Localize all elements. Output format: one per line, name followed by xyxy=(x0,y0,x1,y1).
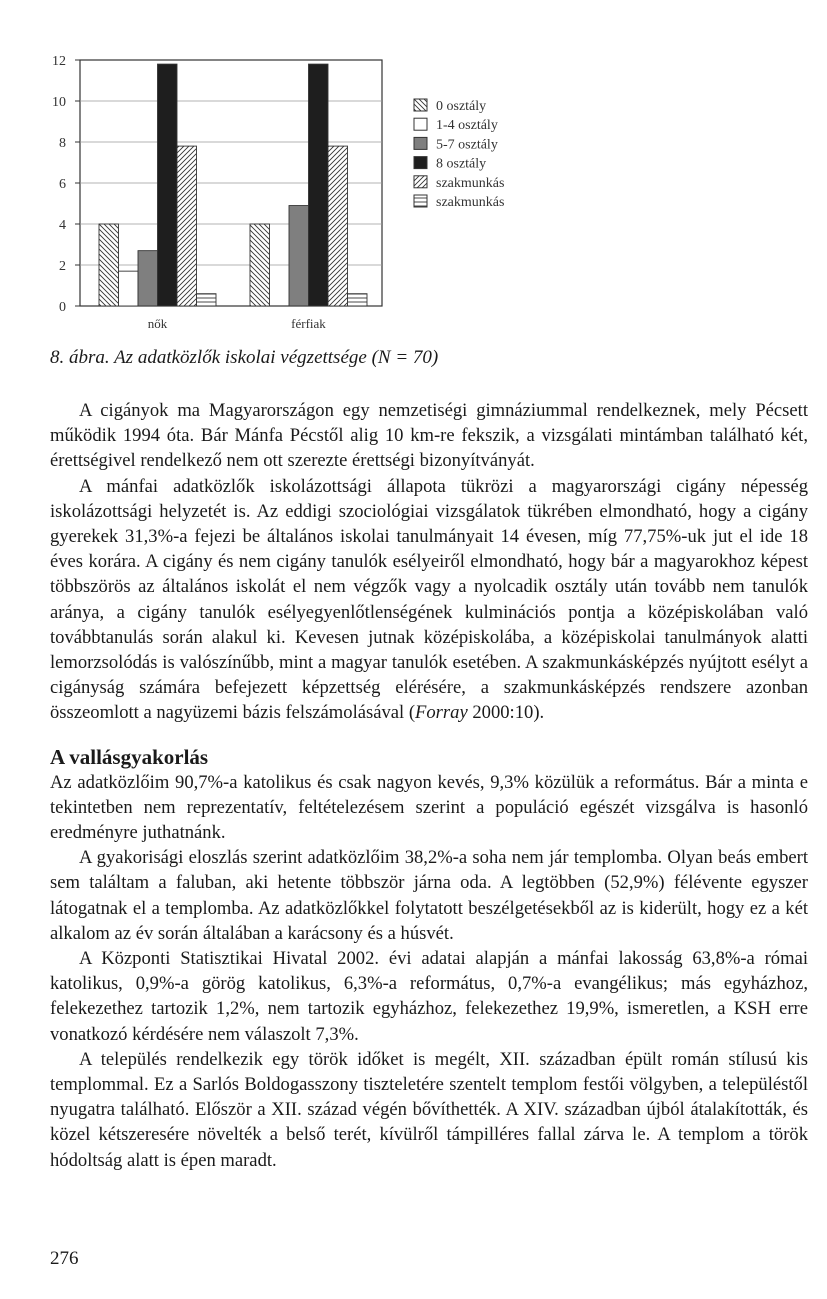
figure-caption-prefix: 8. ábra. xyxy=(50,347,110,368)
paragraph-text: A mánfai adatközlők iskolázottsági állapota tükrözi a magyarországi cigány népesség iskolázottsági helyzetét is. Az eddigi szociológiai vizsgálatok tükrében elmondható, hogy a cigány gyerekek 31,3%-a fejezi be általános iskolai tanulmányait 14 évesen, míg 77,75%-uk jut el ide 18 éves korára. A cigány és nem cigány tanulók esélyeiről elmondható, hogy bár a magyarokhoz képest többszörös az általános iskolát el nem végzők vagy a nyolcadik osztály után tovább nem tanulók aránya, a cigány tanulók esélyegyenlőtlenségének kulminációs pontja a középiskolában való továbbtanulás során alakul ki. Kevesen jutnak középiskolába, a középiskolai tanulmányok alatti lemorzsolódás is valószínűbb, mint a magyar tanulók esetében. A szakmunkásképzés nyújtott esélyt a cigányság számára befejezett képzettség elérésére, a szakmunkásképzés rendszere azonban összeomlott a nagyüzemi bázis felszámolásával ( xyxy=(50,475,808,724)
bar-chart xyxy=(0,0,827,340)
bar xyxy=(309,64,329,306)
figure-caption-text: Az adatközlők iskolai végzettsége (N = 70) xyxy=(114,347,439,368)
y-tick-label: 12 xyxy=(52,54,66,69)
y-tick-label: 2 xyxy=(59,259,66,274)
legend-swatch xyxy=(414,118,427,130)
x-category-label: nők xyxy=(147,316,168,331)
bar xyxy=(289,206,309,306)
paragraph: A gyakorisági eloszlás szerint adatközlőim 38,2%-a soha nem jár templomba. Olyan beás embert sem találtam a faluban, aki hetente többször járna oda. A legtöbben (52,9%) félévente egyszer látogatnak el a templomba. Az adatközlőkkel folytatott beszélgetésekből az is kiderült, hogy ez a két alkalom az év során általában a karácsony és a húsvét. xyxy=(50,847,808,944)
paragraph xyxy=(50,474,808,726)
legend-label: 8 osztály xyxy=(436,156,487,172)
y-tick-label: 4 xyxy=(59,218,66,233)
legend-swatch xyxy=(414,195,427,207)
bar xyxy=(250,224,270,306)
figure-caption xyxy=(50,345,790,371)
legend-label: 1-4 osztály xyxy=(436,118,498,134)
paragraph: Az adatközlőim 90,7%-a katolikus és csak nagyon kevés, 9,3% közülük a református. Bár a minta e tekintetben nem reprezentatív, feltételezésem szerint a populáció egészét vizsgálva is hasonló eredményre juthatnánk. xyxy=(50,771,808,844)
legend-label: 5-7 osztály xyxy=(436,137,498,153)
bar xyxy=(197,294,217,306)
y-tick-label: 6 xyxy=(59,177,66,192)
legend-swatch xyxy=(414,157,427,169)
bar xyxy=(328,146,348,306)
bar xyxy=(119,271,139,306)
bar xyxy=(99,224,119,306)
legend-label: szakmunkás xyxy=(436,175,505,191)
body-text xyxy=(50,398,808,1173)
bar xyxy=(177,146,197,306)
paragraph: A cigányok ma Magyarországon egy nemzetiségi gimnáziummal rendelkeznek, mely Pécsett működik 1994 óta. Bár Mánfa Pécstől alig 10 km-re fekszik, a vizsgálati mintámban található két, érettségivel rendelkező nem ott szerezte érettségi bizonyítványát. xyxy=(50,400,808,472)
paragraph: A település rendelkezik egy török időket is megélt, XII. században épült román stílusú kis templommal. Ez a Sarlós Boldogasszony tiszteletére szentelt templom festői völgyben, a településtől nyugatra található. Először a XII. század végén bővíthették. A XIV. században újból átalakították, és közel kétszeresére növelték a belső terét, kívülről támpilléres fallal zárva le. A templom a török hódoltság alatt is épen maradt. xyxy=(50,1048,808,1171)
y-tick-label: 0 xyxy=(59,300,66,315)
legend-swatch xyxy=(414,99,427,111)
bar xyxy=(348,294,368,306)
legend-swatch xyxy=(414,137,427,149)
bar xyxy=(158,64,178,306)
bar xyxy=(138,251,158,306)
citation-author: Forray xyxy=(415,702,468,724)
legend-swatch xyxy=(414,176,427,188)
y-tick-label: 8 xyxy=(59,136,66,151)
citation-rest: 2000:10). xyxy=(467,702,545,724)
legend-label: szakmunkás xyxy=(436,195,505,210)
section-heading: A vallásgyakorlás xyxy=(50,744,209,769)
y-tick-label: 10 xyxy=(52,95,66,110)
page-number: 276 xyxy=(50,1248,79,1269)
paragraph: A Központi Statisztikai Hivatal 2002. évi adatai alapján a mánfai lakosság 63,8%-a római katolikus, 0,9%-a görög katolikus, 6,3%-a református, 0,7%-a evangélikus; más egyházhoz, felekezethez tartozik 1,2%, nem tartozik egyházhoz, felekezethez 19,9%, ismeretlen, a KSH erre vonatkozó kérdésére nem válaszolt 7,3%. xyxy=(50,948,808,1045)
legend-label: 0 osztály xyxy=(436,99,487,114)
x-category-label: férfiak xyxy=(291,316,326,331)
